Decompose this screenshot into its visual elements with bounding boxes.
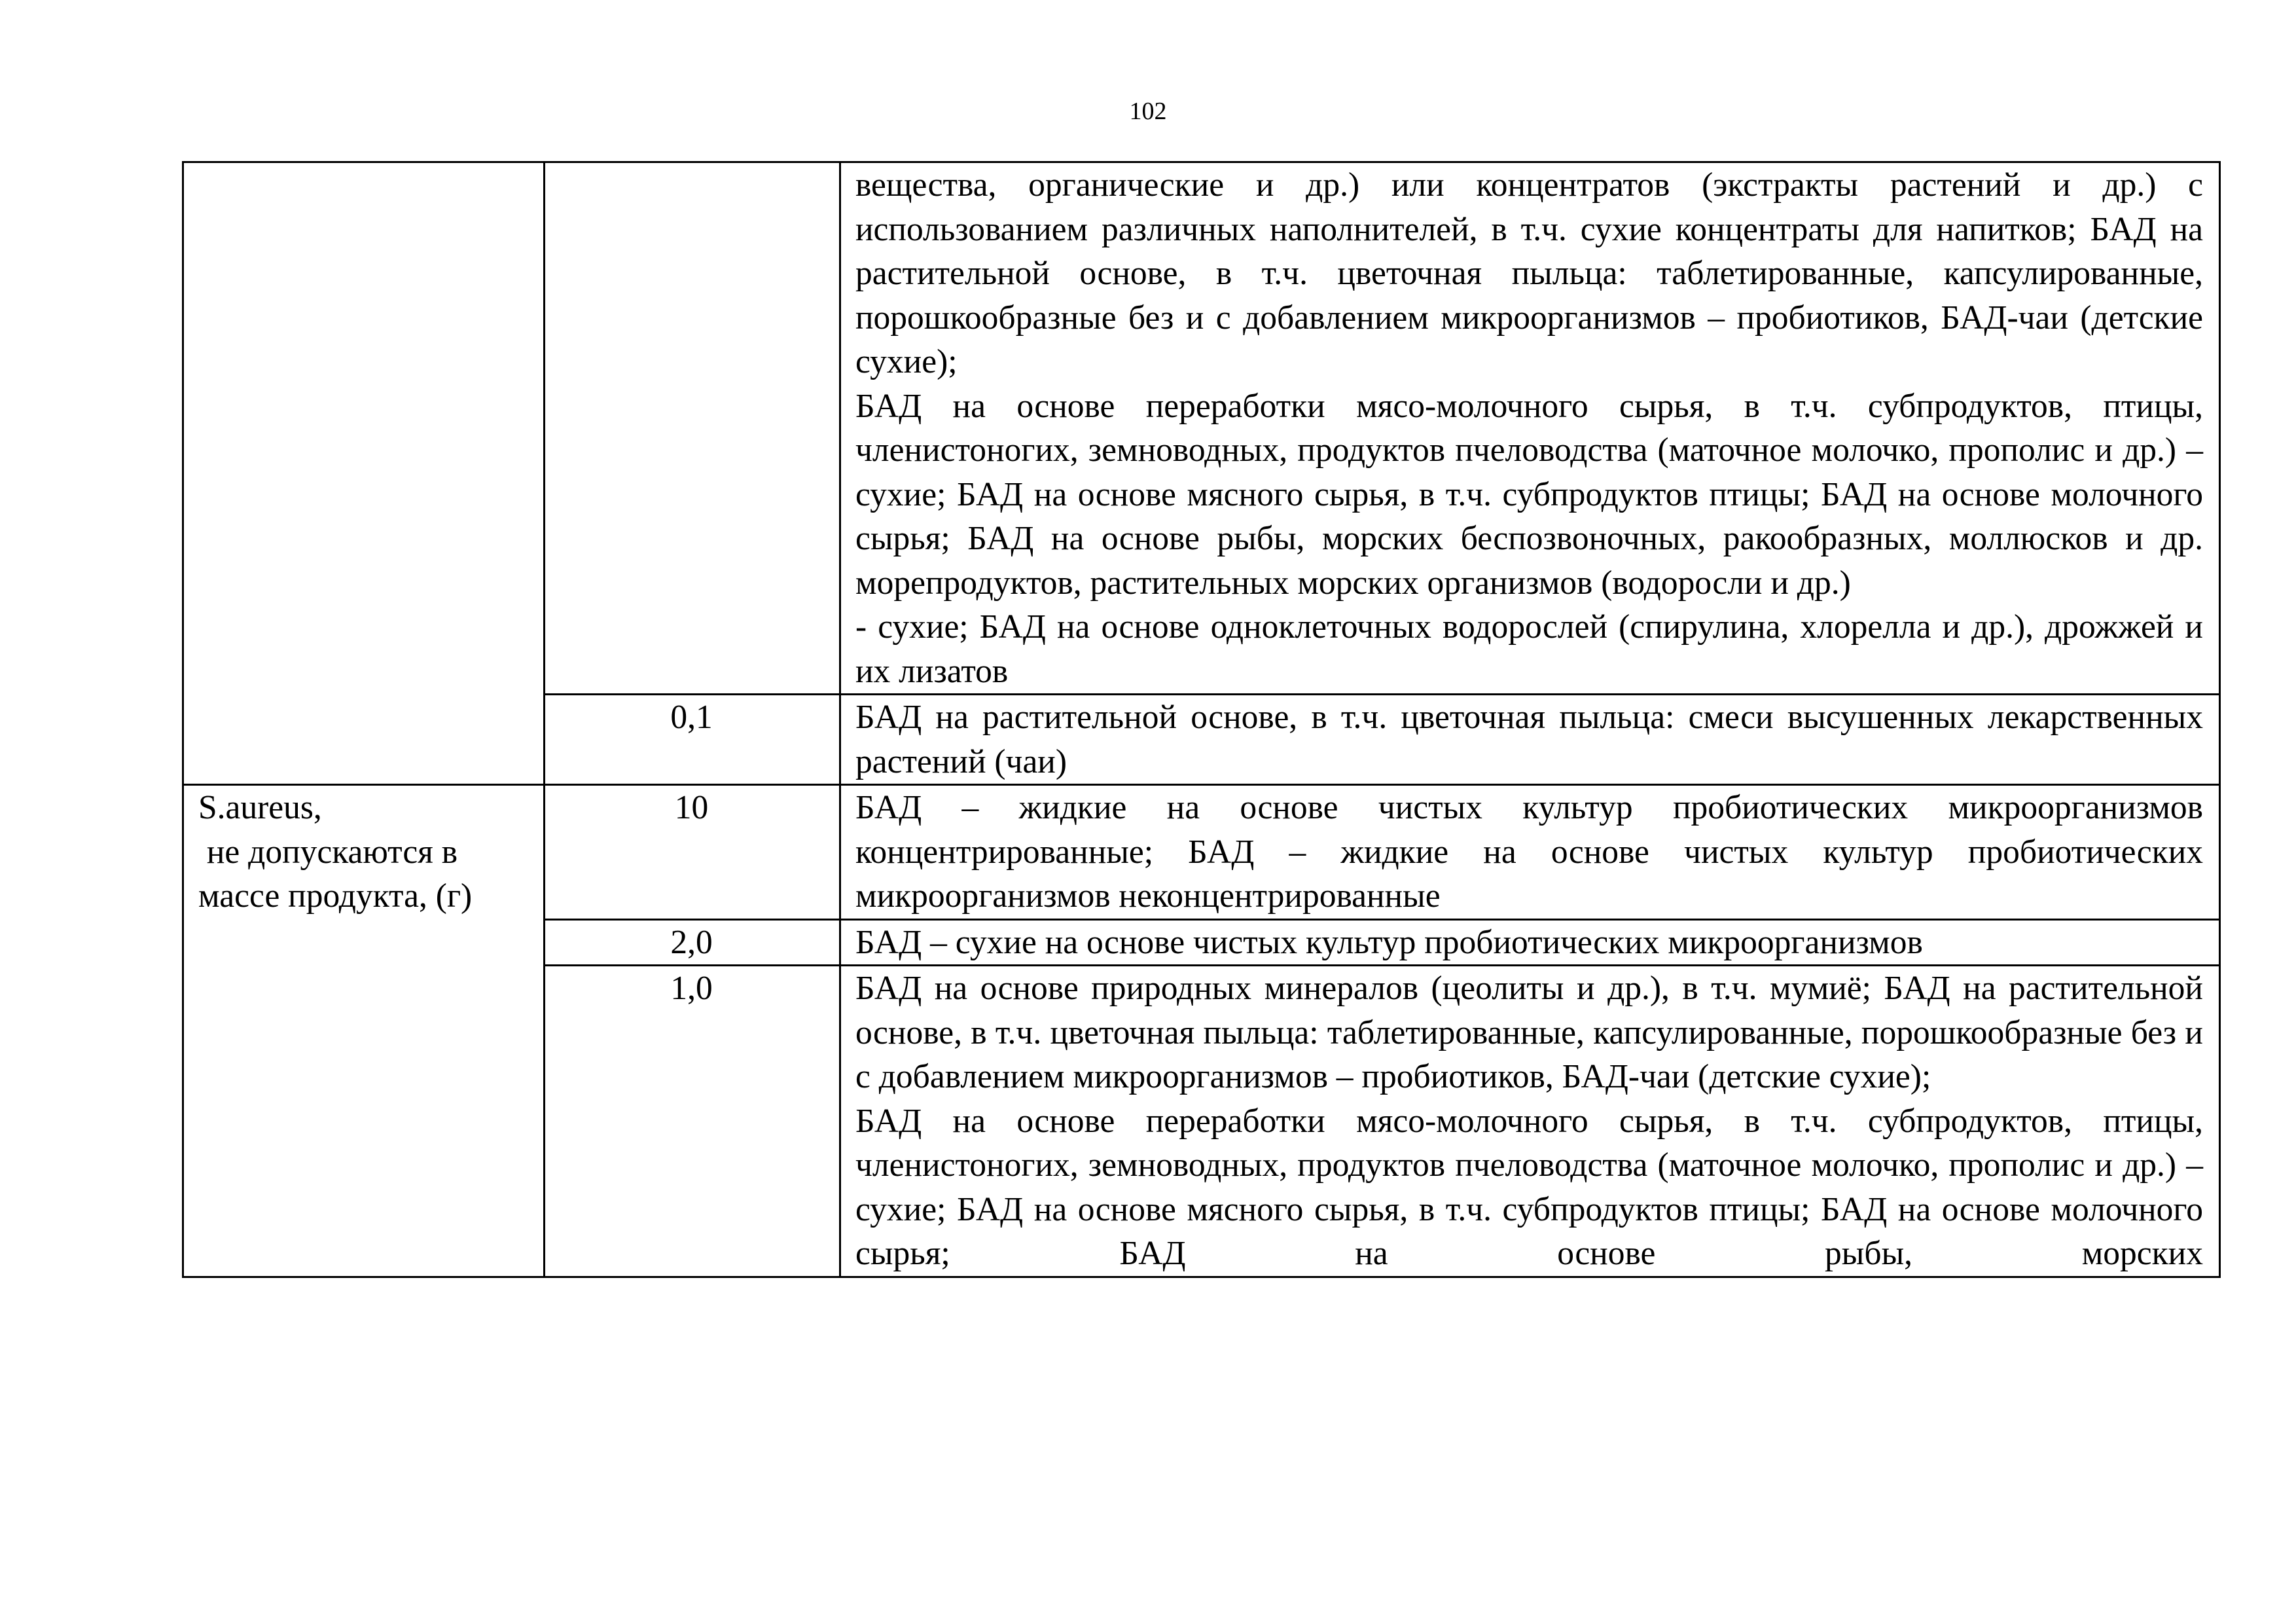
value-cell-empty: [545, 162, 840, 695]
description-paragraph: вещества, органические и др.) или концентратов (экстракты растений и др.) с использованием различных наполнителей, в т.ч. сухие концентраты для напитков; БАД на растительной основе, в т.ч. цветочная пыльца: таблетированные, капсулированные, порошкообразные без и с добавлением микроорганизмов – пробиотиков, БАД-чаи (детские сухие);: [855, 166, 2203, 380]
description-paragraph: БАД на основе природных минералов (цеолиты и др.), в т.ч. мумиё; БАД на растительной основе, в т.ч. цветочная пыльца: таблетированные, капсулированные, порошкообразные без и с добавлением микроорганизмов – пробиотиков, БАД-чаи (детские сухие);: [855, 970, 2203, 1095]
norm-value: 2,0: [545, 919, 840, 966]
product-description-cell: [840, 785, 2220, 920]
description-paragraph: БАД – жидкие на основе чистых культур пробиотических микроорганизмов концентрированные; БАД – жидкие на основе чистых культур пробиотических микроорганизмов неконцентрированные: [855, 789, 2203, 915]
product-description-cell: [840, 695, 2220, 785]
page-number: 102: [1129, 98, 1167, 125]
indicator-condition: массе продукта, (г): [198, 877, 473, 915]
description-paragraph: БАД – сухие на основе чистых культур пробиотических микроорганизмов: [855, 923, 1923, 961]
table-row: [183, 162, 2220, 695]
description-paragraph: БАД на растительной основе, в т.ч. цветочная пыльца: смеси высушенных лекарственных растений (чаи): [855, 699, 2203, 780]
table-row: [183, 785, 2220, 920]
product-description-cell: [840, 966, 2220, 1277]
microbiology-norms-table: [182, 161, 2221, 1278]
norm-value: 0,1: [545, 695, 840, 785]
norm-value: 1,0: [545, 966, 840, 1277]
description-paragraph: БАД на основе переработки мясо-молочного сырья, в т.ч. субпродуктов, птицы, членистоногих, земноводных, продуктов пчеловодства (маточное молочко, прополис и др.) – сухие; БАД на основе мясного сырья, в т.ч. субпродуктов птицы; БАД на основе молочного сырья; БАД на основе рыбы, морских беспозвоночных, ракообразных, моллюсков и др. морепродуктов, растительных морских организмов (водоросли и др.): [855, 387, 2203, 602]
indicator-cell-empty: [183, 162, 545, 785]
product-description-cell: [840, 162, 2220, 695]
indicator-name: S.aureus,: [198, 789, 322, 826]
indicator-cell: [183, 785, 545, 1277]
product-description-cell: [840, 919, 2220, 966]
description-paragraph: БАД на основе переработки мясо-молочного сырья, в т.ч. субпродуктов, птицы, членистоногих, земноводных, продуктов пчеловодства (маточное молочко, прополис и др.) – сухие; БАД на основе мясного сырья, в т.ч. субпродуктов птицы; БАД на основе молочного сырья; БАД на основе рыбы, морских: [855, 1102, 2203, 1272]
description-paragraph: - сухие; БАД на основе одноклеточных водорослей (спирулина, хлорелла и др.), дрожжей и их лизатов: [855, 608, 2203, 690]
norm-value: 10: [545, 785, 840, 920]
indicator-condition: не допускаются в: [198, 833, 458, 871]
